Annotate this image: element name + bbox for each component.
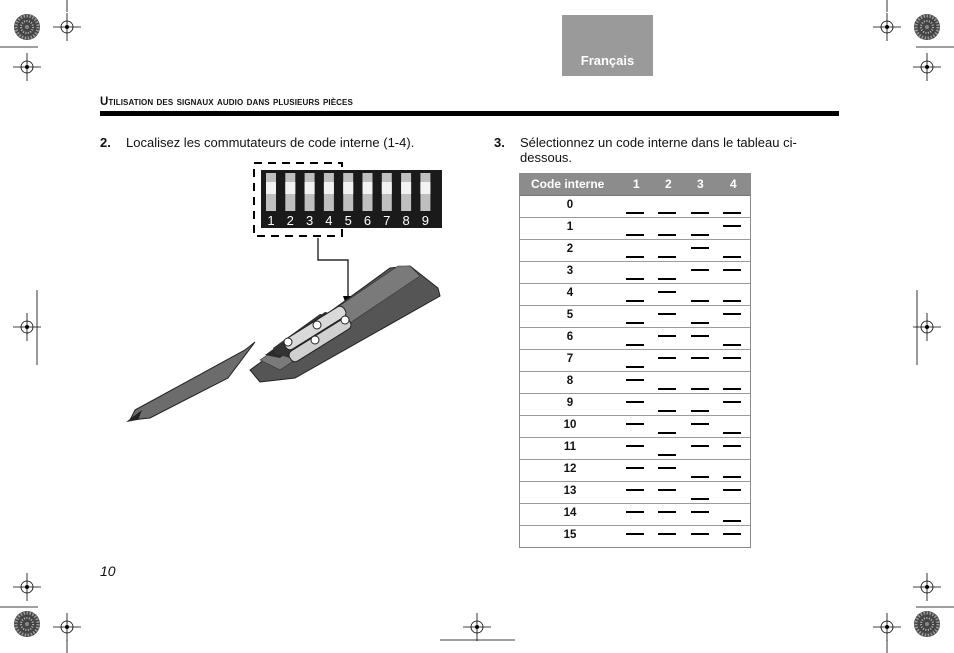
switch-position-mark bbox=[723, 520, 741, 522]
table-row bbox=[520, 349, 750, 371]
table-row bbox=[520, 305, 750, 327]
switch-position-mark bbox=[691, 212, 709, 214]
table-row bbox=[520, 481, 750, 503]
step-3-number: 3. bbox=[494, 135, 505, 150]
switch-position-mark bbox=[691, 498, 709, 500]
switch-position-mark bbox=[723, 445, 741, 447]
switch-position-mark bbox=[626, 212, 644, 214]
switch-position-mark bbox=[723, 225, 741, 227]
code-cell: 3 bbox=[566, 265, 574, 277]
switch-position-mark bbox=[658, 357, 676, 359]
switch-position-mark bbox=[658, 489, 676, 491]
switch-position-mark bbox=[658, 256, 676, 258]
switch-position-mark bbox=[723, 269, 741, 271]
switch-position-mark bbox=[691, 335, 709, 337]
switch-position-mark bbox=[626, 533, 644, 535]
header-switch-4: 4 bbox=[730, 177, 737, 191]
table-row bbox=[520, 503, 750, 525]
step-3-text: Sélectionnez un code interne dans le tableau ci-dessous. bbox=[520, 135, 797, 165]
dip-switch-knob bbox=[324, 182, 334, 194]
switch-position-mark bbox=[658, 533, 676, 535]
switch-position-mark bbox=[723, 489, 741, 491]
table-row bbox=[520, 437, 750, 459]
switch-position-mark bbox=[691, 357, 709, 359]
switch-position-mark bbox=[658, 511, 676, 513]
dip-switch-number: 2 bbox=[286, 213, 294, 228]
switch-position-mark bbox=[723, 357, 741, 359]
code-cell: 1 bbox=[566, 221, 574, 233]
dip-switch-knob bbox=[305, 182, 315, 194]
switch-position-mark bbox=[626, 344, 644, 346]
switch-position-mark bbox=[723, 256, 741, 258]
header-rule bbox=[100, 111, 839, 116]
code-cell: 7 bbox=[566, 353, 574, 365]
switch-position-mark bbox=[658, 291, 676, 293]
code-cell: 13 bbox=[563, 485, 577, 497]
code-cell: 2 bbox=[566, 243, 574, 255]
header-switch-1: 1 bbox=[633, 177, 640, 191]
table-row bbox=[520, 196, 750, 217]
switch-position-mark bbox=[723, 344, 741, 346]
code-table-body bbox=[520, 196, 750, 547]
code-cell: 6 bbox=[566, 331, 574, 343]
dip-switch-knob bbox=[401, 182, 411, 194]
remote-illustration bbox=[120, 230, 450, 430]
switch-position-mark bbox=[723, 388, 741, 390]
table-row bbox=[520, 239, 750, 261]
switch-position-mark bbox=[658, 432, 676, 434]
switch-position-mark bbox=[691, 322, 709, 324]
table-row bbox=[520, 283, 750, 305]
switch-position-mark bbox=[626, 256, 644, 258]
switch-position-mark bbox=[626, 322, 644, 324]
switch-position-mark bbox=[626, 445, 644, 447]
dip-switch-number: 7 bbox=[383, 213, 391, 228]
switch-position-mark bbox=[658, 335, 676, 337]
table-row bbox=[520, 217, 750, 239]
header-switch-2: 2 bbox=[665, 177, 672, 191]
switch-position-mark bbox=[626, 278, 644, 280]
switch-position-mark bbox=[626, 366, 644, 368]
switch-position-mark bbox=[658, 234, 676, 236]
dip-switch-number: 6 bbox=[363, 213, 372, 228]
table-row bbox=[520, 261, 750, 283]
code-cell: 11 bbox=[563, 441, 577, 453]
language-tab-label: Français bbox=[580, 53, 635, 68]
switch-position-mark bbox=[691, 533, 709, 535]
code-table bbox=[519, 173, 751, 548]
switch-position-mark bbox=[658, 313, 676, 315]
page-number: 10 bbox=[100, 563, 116, 579]
step-2-text: Localisez les commutateurs de code interne (1-4). bbox=[126, 135, 415, 150]
switch-position-mark bbox=[691, 247, 709, 249]
table-row bbox=[520, 393, 750, 415]
code-cell: 14 bbox=[563, 507, 577, 519]
code-cell: 5 bbox=[566, 309, 574, 321]
code-cell: 15 bbox=[563, 529, 577, 541]
table-row bbox=[520, 415, 750, 437]
code-cell: 12 bbox=[563, 463, 577, 475]
switch-position-mark bbox=[626, 423, 644, 425]
switch-position-mark bbox=[691, 410, 709, 412]
switch-position-mark bbox=[626, 489, 644, 491]
dip-switch-knob bbox=[266, 182, 276, 194]
dip-switch-knob bbox=[363, 182, 373, 194]
switch-position-mark bbox=[658, 278, 676, 280]
switch-position-mark bbox=[626, 300, 644, 302]
code-cell: 4 bbox=[566, 287, 574, 299]
switch-position-mark bbox=[691, 423, 709, 425]
switch-position-mark bbox=[723, 533, 741, 535]
switch-position-mark bbox=[691, 476, 709, 478]
dip-switch-number: 4 bbox=[325, 213, 333, 228]
dip-switch-number: 3 bbox=[305, 213, 314, 228]
table-row bbox=[520, 525, 750, 547]
dip-switch-knob bbox=[343, 182, 353, 194]
switch-position-mark bbox=[658, 454, 676, 456]
switch-position-mark bbox=[691, 300, 709, 302]
dip-switch-illustration bbox=[252, 160, 444, 240]
code-cell: 10 bbox=[563, 419, 577, 431]
switch-position-mark bbox=[626, 467, 644, 469]
switch-position-mark bbox=[658, 410, 676, 412]
code-cell: 8 bbox=[566, 375, 574, 387]
code-cell: 9 bbox=[566, 397, 574, 409]
switch-position-mark bbox=[723, 313, 741, 315]
section-title: Utilisation des signaux audio dans plusieurs pièces bbox=[100, 96, 353, 108]
language-tab bbox=[562, 15, 653, 76]
dip-switch-number: 9 bbox=[421, 213, 430, 228]
dip-switch-knob bbox=[382, 182, 392, 194]
code-table-header bbox=[520, 174, 750, 196]
switch-position-mark bbox=[658, 388, 676, 390]
header-switch-3: 3 bbox=[697, 177, 704, 191]
code-cell: 0 bbox=[566, 199, 574, 211]
dip-switch-number: 5 bbox=[344, 213, 352, 228]
switch-position-mark bbox=[691, 445, 709, 447]
header-code-interne: Code interne bbox=[531, 177, 605, 191]
table-row bbox=[520, 459, 750, 481]
dip-switch-number: 8 bbox=[402, 213, 410, 228]
switch-position-mark bbox=[626, 234, 644, 236]
switch-position-mark bbox=[691, 234, 709, 236]
step-2-number: 2. bbox=[100, 135, 111, 150]
switch-position-mark bbox=[658, 467, 676, 469]
switch-position-mark bbox=[658, 212, 676, 214]
switch-position-mark bbox=[723, 432, 741, 434]
dip-switch-knob bbox=[420, 182, 430, 194]
table-row bbox=[520, 327, 750, 349]
dip-switch-knob bbox=[285, 182, 295, 194]
switch-position-mark bbox=[723, 476, 741, 478]
dip-switch-number: 1 bbox=[267, 213, 275, 228]
switch-position-mark bbox=[691, 269, 709, 271]
table-row bbox=[520, 371, 750, 393]
switch-position-mark bbox=[723, 300, 741, 302]
switch-position-mark bbox=[626, 511, 644, 513]
switch-position-mark bbox=[723, 212, 741, 214]
switch-position-mark bbox=[626, 401, 644, 403]
switch-position-mark bbox=[691, 511, 709, 513]
switch-position-mark bbox=[723, 401, 741, 403]
switch-position-mark bbox=[691, 388, 709, 390]
switch-position-mark bbox=[626, 379, 644, 381]
